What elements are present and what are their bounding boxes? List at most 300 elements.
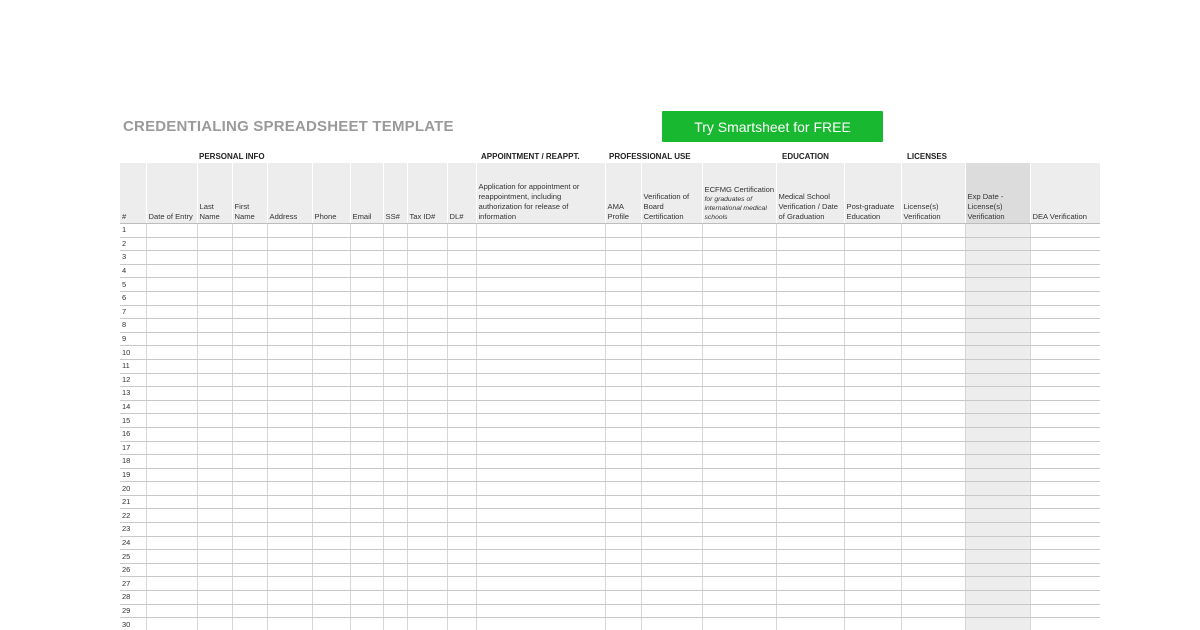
table-cell[interactable] (702, 577, 776, 591)
table-cell[interactable] (267, 319, 312, 333)
table-cell[interactable] (702, 455, 776, 469)
table-cell[interactable] (350, 373, 383, 387)
table-cell[interactable] (901, 359, 965, 373)
table-cell[interactable] (232, 550, 267, 564)
table-cell[interactable] (702, 523, 776, 537)
table-cell[interactable] (844, 563, 901, 577)
table-cell[interactable] (605, 591, 641, 605)
table-cell[interactable] (350, 319, 383, 333)
table-cell[interactable] (776, 291, 844, 305)
table-cell[interactable] (350, 618, 383, 630)
table-cell[interactable] (350, 577, 383, 591)
table-cell[interactable] (965, 509, 1030, 523)
table-cell[interactable] (232, 536, 267, 550)
table-cell[interactable] (844, 536, 901, 550)
table-cell[interactable] (702, 278, 776, 292)
table-cell[interactable] (312, 577, 350, 591)
table-cell[interactable] (844, 264, 901, 278)
table-cell[interactable] (350, 387, 383, 401)
table-cell[interactable] (476, 509, 605, 523)
table-cell[interactable] (197, 359, 232, 373)
table-cell[interactable] (383, 604, 407, 618)
table-cell[interactable] (232, 427, 267, 441)
table-cell[interactable] (350, 414, 383, 428)
table-cell[interactable] (267, 359, 312, 373)
table-cell[interactable] (312, 618, 350, 630)
table-cell[interactable] (605, 278, 641, 292)
table-cell[interactable] (641, 604, 702, 618)
table-cell[interactable] (407, 264, 447, 278)
table-cell[interactable] (312, 387, 350, 401)
table-cell[interactable] (1030, 305, 1100, 319)
table-cell[interactable] (965, 305, 1030, 319)
table-cell[interactable] (312, 509, 350, 523)
table-cell[interactable] (146, 509, 197, 523)
table-cell[interactable] (605, 305, 641, 319)
table-cell[interactable] (476, 387, 605, 401)
table-cell[interactable] (146, 400, 197, 414)
table-cell[interactable] (407, 332, 447, 346)
table-cell[interactable] (476, 346, 605, 360)
table-cell[interactable] (232, 251, 267, 265)
table-cell[interactable] (605, 264, 641, 278)
table-cell[interactable] (383, 591, 407, 605)
table-cell[interactable] (407, 346, 447, 360)
table-cell[interactable] (197, 591, 232, 605)
table-cell[interactable] (232, 591, 267, 605)
table-cell[interactable] (776, 278, 844, 292)
table-cell[interactable] (844, 387, 901, 401)
table-cell[interactable] (844, 509, 901, 523)
table-cell[interactable] (197, 264, 232, 278)
table-cell[interactable] (197, 536, 232, 550)
table-cell[interactable] (197, 319, 232, 333)
table-cell[interactable] (476, 591, 605, 605)
table-cell[interactable] (146, 359, 197, 373)
table-cell[interactable] (407, 319, 447, 333)
table-cell[interactable] (702, 591, 776, 605)
table-cell[interactable] (146, 346, 197, 360)
table-cell[interactable] (146, 536, 197, 550)
table-cell[interactable] (965, 577, 1030, 591)
table-cell[interactable] (146, 264, 197, 278)
table-cell[interactable] (776, 441, 844, 455)
table-cell[interactable] (1030, 468, 1100, 482)
table-cell[interactable] (702, 291, 776, 305)
table-cell[interactable] (901, 427, 965, 441)
table-cell[interactable] (702, 359, 776, 373)
table-cell[interactable] (965, 550, 1030, 564)
table-cell[interactable] (605, 414, 641, 428)
table-cell[interactable] (702, 400, 776, 414)
table-cell[interactable] (350, 400, 383, 414)
table-cell[interactable] (350, 523, 383, 537)
table-cell[interactable] (267, 509, 312, 523)
table-cell[interactable] (476, 482, 605, 496)
table-cell[interactable] (844, 414, 901, 428)
table-cell[interactable] (232, 224, 267, 238)
table-cell[interactable] (312, 523, 350, 537)
table-cell[interactable] (197, 346, 232, 360)
table-cell[interactable] (267, 550, 312, 564)
table-cell[interactable] (1030, 591, 1100, 605)
try-smartsheet-button[interactable]: Try Smartsheet for FREE (662, 111, 883, 142)
table-cell[interactable] (844, 523, 901, 537)
table-cell[interactable] (641, 305, 702, 319)
table-cell[interactable] (965, 455, 1030, 469)
table-cell[interactable] (702, 224, 776, 238)
table-cell[interactable] (312, 305, 350, 319)
table-cell[interactable] (407, 604, 447, 618)
table-cell[interactable] (844, 550, 901, 564)
table-cell[interactable] (407, 509, 447, 523)
table-cell[interactable] (146, 591, 197, 605)
table-cell[interactable] (1030, 373, 1100, 387)
table-cell[interactable] (605, 427, 641, 441)
table-cell[interactable] (146, 278, 197, 292)
table-cell[interactable] (146, 468, 197, 482)
table-cell[interactable] (901, 441, 965, 455)
table-cell[interactable] (267, 427, 312, 441)
table-cell[interactable] (407, 400, 447, 414)
table-cell[interactable] (267, 237, 312, 251)
table-cell[interactable] (476, 536, 605, 550)
table-cell[interactable] (1030, 495, 1100, 509)
table-cell[interactable] (407, 455, 447, 469)
table-cell[interactable] (407, 550, 447, 564)
table-cell[interactable] (312, 237, 350, 251)
table-cell[interactable] (605, 373, 641, 387)
table-cell[interactable] (1030, 414, 1100, 428)
table-cell[interactable] (901, 264, 965, 278)
table-cell[interactable] (476, 237, 605, 251)
table-cell[interactable] (641, 455, 702, 469)
table-cell[interactable] (312, 346, 350, 360)
table-cell[interactable] (383, 387, 407, 401)
table-cell[interactable] (965, 237, 1030, 251)
table-cell[interactable] (350, 251, 383, 265)
table-cell[interactable] (407, 618, 447, 630)
table-cell[interactable] (407, 305, 447, 319)
table-cell[interactable] (702, 563, 776, 577)
table-cell[interactable] (350, 563, 383, 577)
table-cell[interactable] (641, 577, 702, 591)
table-cell[interactable] (844, 427, 901, 441)
table-cell[interactable] (383, 563, 407, 577)
table-cell[interactable] (965, 482, 1030, 496)
table-cell[interactable] (1030, 224, 1100, 238)
table-cell[interactable] (844, 359, 901, 373)
table-cell[interactable] (844, 618, 901, 630)
table-cell[interactable] (901, 523, 965, 537)
table-cell[interactable] (146, 604, 197, 618)
table-cell[interactable] (232, 563, 267, 577)
table-cell[interactable] (312, 550, 350, 564)
table-cell[interactable] (146, 305, 197, 319)
table-cell[interactable] (146, 387, 197, 401)
table-cell[interactable] (267, 604, 312, 618)
table-cell[interactable] (605, 468, 641, 482)
table-cell[interactable] (267, 291, 312, 305)
table-cell[interactable] (267, 387, 312, 401)
table-cell[interactable] (476, 563, 605, 577)
table-cell[interactable] (605, 387, 641, 401)
table-cell[interactable] (232, 604, 267, 618)
table-cell[interactable] (197, 224, 232, 238)
table-cell[interactable] (702, 332, 776, 346)
table-cell[interactable] (407, 482, 447, 496)
table-cell[interactable] (702, 550, 776, 564)
table-cell[interactable] (641, 346, 702, 360)
table-cell[interactable] (641, 373, 702, 387)
table-cell[interactable] (641, 427, 702, 441)
table-cell[interactable] (1030, 604, 1100, 618)
table-cell[interactable] (197, 604, 232, 618)
table-cell[interactable] (702, 414, 776, 428)
table-cell[interactable] (232, 305, 267, 319)
table-cell[interactable] (844, 577, 901, 591)
table-cell[interactable] (312, 591, 350, 605)
table-cell[interactable] (447, 509, 476, 523)
table-cell[interactable] (383, 237, 407, 251)
table-cell[interactable] (901, 482, 965, 496)
table-cell[interactable] (350, 291, 383, 305)
table-cell[interactable] (965, 604, 1030, 618)
table-cell[interactable] (901, 237, 965, 251)
table-cell[interactable] (447, 373, 476, 387)
table-cell[interactable] (965, 373, 1030, 387)
table-cell[interactable] (447, 523, 476, 537)
table-cell[interactable] (350, 604, 383, 618)
table-cell[interactable] (267, 591, 312, 605)
table-cell[interactable] (476, 332, 605, 346)
table-cell[interactable] (476, 455, 605, 469)
table-cell[interactable] (1030, 427, 1100, 441)
table-cell[interactable] (312, 400, 350, 414)
table-cell[interactable] (965, 618, 1030, 630)
table-cell[interactable] (407, 387, 447, 401)
table-cell[interactable] (350, 550, 383, 564)
table-cell[interactable] (267, 346, 312, 360)
table-cell[interactable] (641, 332, 702, 346)
table-cell[interactable] (901, 291, 965, 305)
table-cell[interactable] (702, 251, 776, 265)
table-cell[interactable] (901, 224, 965, 238)
table-cell[interactable] (312, 359, 350, 373)
table-cell[interactable] (383, 359, 407, 373)
table-cell[interactable] (146, 237, 197, 251)
table-cell[interactable] (965, 563, 1030, 577)
table-cell[interactable] (476, 523, 605, 537)
table-cell[interactable] (605, 455, 641, 469)
table-cell[interactable] (702, 604, 776, 618)
table-cell[interactable] (146, 441, 197, 455)
table-cell[interactable] (901, 414, 965, 428)
table-cell[interactable] (312, 414, 350, 428)
table-cell[interactable] (901, 604, 965, 618)
table-cell[interactable] (901, 591, 965, 605)
table-cell[interactable] (776, 604, 844, 618)
table-cell[interactable] (641, 224, 702, 238)
table-cell[interactable] (605, 359, 641, 373)
table-cell[interactable] (844, 400, 901, 414)
table-cell[interactable] (776, 414, 844, 428)
table-cell[interactable] (476, 400, 605, 414)
table-cell[interactable] (476, 441, 605, 455)
table-cell[interactable] (232, 577, 267, 591)
table-cell[interactable] (641, 495, 702, 509)
table-cell[interactable] (383, 523, 407, 537)
table-cell[interactable] (965, 414, 1030, 428)
table-cell[interactable] (641, 291, 702, 305)
table-cell[interactable] (232, 291, 267, 305)
table-cell[interactable] (350, 509, 383, 523)
table-cell[interactable] (350, 591, 383, 605)
table-cell[interactable] (447, 264, 476, 278)
table-cell[interactable] (146, 523, 197, 537)
table-cell[interactable] (901, 278, 965, 292)
table-cell[interactable] (844, 441, 901, 455)
table-cell[interactable] (447, 455, 476, 469)
table-cell[interactable] (447, 563, 476, 577)
table-cell[interactable] (776, 224, 844, 238)
table-cell[interactable] (965, 224, 1030, 238)
table-cell[interactable] (776, 319, 844, 333)
table-cell[interactable] (267, 373, 312, 387)
table-cell[interactable] (447, 482, 476, 496)
table-cell[interactable] (476, 251, 605, 265)
table-cell[interactable] (844, 251, 901, 265)
table-cell[interactable] (232, 264, 267, 278)
table-cell[interactable] (605, 577, 641, 591)
table-cell[interactable] (1030, 455, 1100, 469)
table-cell[interactable] (197, 495, 232, 509)
table-cell[interactable] (146, 563, 197, 577)
table-cell[interactable] (447, 346, 476, 360)
table-cell[interactable] (776, 495, 844, 509)
table-cell[interactable] (641, 536, 702, 550)
table-cell[interactable] (350, 224, 383, 238)
table-cell[interactable] (776, 387, 844, 401)
table-cell[interactable] (267, 305, 312, 319)
table-cell[interactable] (965, 536, 1030, 550)
table-cell[interactable] (407, 251, 447, 265)
table-cell[interactable] (197, 482, 232, 496)
table-cell[interactable] (312, 604, 350, 618)
table-cell[interactable] (197, 237, 232, 251)
table-cell[interactable] (407, 278, 447, 292)
table-cell[interactable] (350, 346, 383, 360)
table-cell[interactable] (383, 319, 407, 333)
table-cell[interactable] (350, 441, 383, 455)
table-cell[interactable] (776, 332, 844, 346)
table-cell[interactable] (146, 482, 197, 496)
table-cell[interactable] (267, 264, 312, 278)
table-cell[interactable] (407, 427, 447, 441)
table-cell[interactable] (383, 305, 407, 319)
table-cell[interactable] (383, 550, 407, 564)
table-cell[interactable] (447, 618, 476, 630)
table-cell[interactable] (901, 305, 965, 319)
table-cell[interactable] (844, 237, 901, 251)
table-cell[interactable] (965, 291, 1030, 305)
table-cell[interactable] (267, 563, 312, 577)
table-cell[interactable] (383, 455, 407, 469)
table-cell[interactable] (901, 251, 965, 265)
table-cell[interactable] (197, 400, 232, 414)
table-cell[interactable] (232, 495, 267, 509)
table-cell[interactable] (407, 359, 447, 373)
table-cell[interactable] (1030, 509, 1100, 523)
table-cell[interactable] (844, 604, 901, 618)
table-cell[interactable] (844, 346, 901, 360)
table-cell[interactable] (312, 455, 350, 469)
table-cell[interactable] (383, 509, 407, 523)
table-cell[interactable] (267, 523, 312, 537)
table-cell[interactable] (776, 509, 844, 523)
table-cell[interactable] (146, 373, 197, 387)
table-cell[interactable] (965, 251, 1030, 265)
table-cell[interactable] (407, 441, 447, 455)
table-cell[interactable] (447, 441, 476, 455)
table-cell[interactable] (447, 495, 476, 509)
table-cell[interactable] (901, 346, 965, 360)
table-cell[interactable] (232, 509, 267, 523)
table-cell[interactable] (476, 305, 605, 319)
table-cell[interactable] (641, 468, 702, 482)
table-cell[interactable] (267, 224, 312, 238)
table-cell[interactable] (1030, 563, 1100, 577)
table-cell[interactable] (641, 359, 702, 373)
table-cell[interactable] (1030, 441, 1100, 455)
table-cell[interactable] (383, 332, 407, 346)
table-cell[interactable] (447, 427, 476, 441)
table-cell[interactable] (605, 536, 641, 550)
table-cell[interactable] (776, 591, 844, 605)
table-cell[interactable] (312, 468, 350, 482)
table-cell[interactable] (383, 291, 407, 305)
table-cell[interactable] (605, 319, 641, 333)
table-cell[interactable] (267, 441, 312, 455)
table-cell[interactable] (146, 550, 197, 564)
table-cell[interactable] (965, 264, 1030, 278)
table-cell[interactable] (844, 468, 901, 482)
table-cell[interactable] (476, 577, 605, 591)
table-cell[interactable] (312, 563, 350, 577)
table-cell[interactable] (197, 523, 232, 537)
table-cell[interactable] (1030, 278, 1100, 292)
table-cell[interactable] (232, 523, 267, 537)
table-cell[interactable] (267, 455, 312, 469)
table-cell[interactable] (476, 427, 605, 441)
table-cell[interactable] (1030, 536, 1100, 550)
table-cell[interactable] (605, 550, 641, 564)
table-cell[interactable] (844, 455, 901, 469)
table-cell[interactable] (232, 278, 267, 292)
table-cell[interactable] (350, 495, 383, 509)
table-cell[interactable] (146, 455, 197, 469)
table-cell[interactable] (447, 305, 476, 319)
table-cell[interactable] (383, 618, 407, 630)
table-cell[interactable] (965, 441, 1030, 455)
table-cell[interactable] (476, 319, 605, 333)
table-cell[interactable] (232, 332, 267, 346)
table-cell[interactable] (232, 400, 267, 414)
table-cell[interactable] (312, 278, 350, 292)
table-cell[interactable] (197, 441, 232, 455)
table-cell[interactable] (605, 495, 641, 509)
table-cell[interactable] (197, 251, 232, 265)
